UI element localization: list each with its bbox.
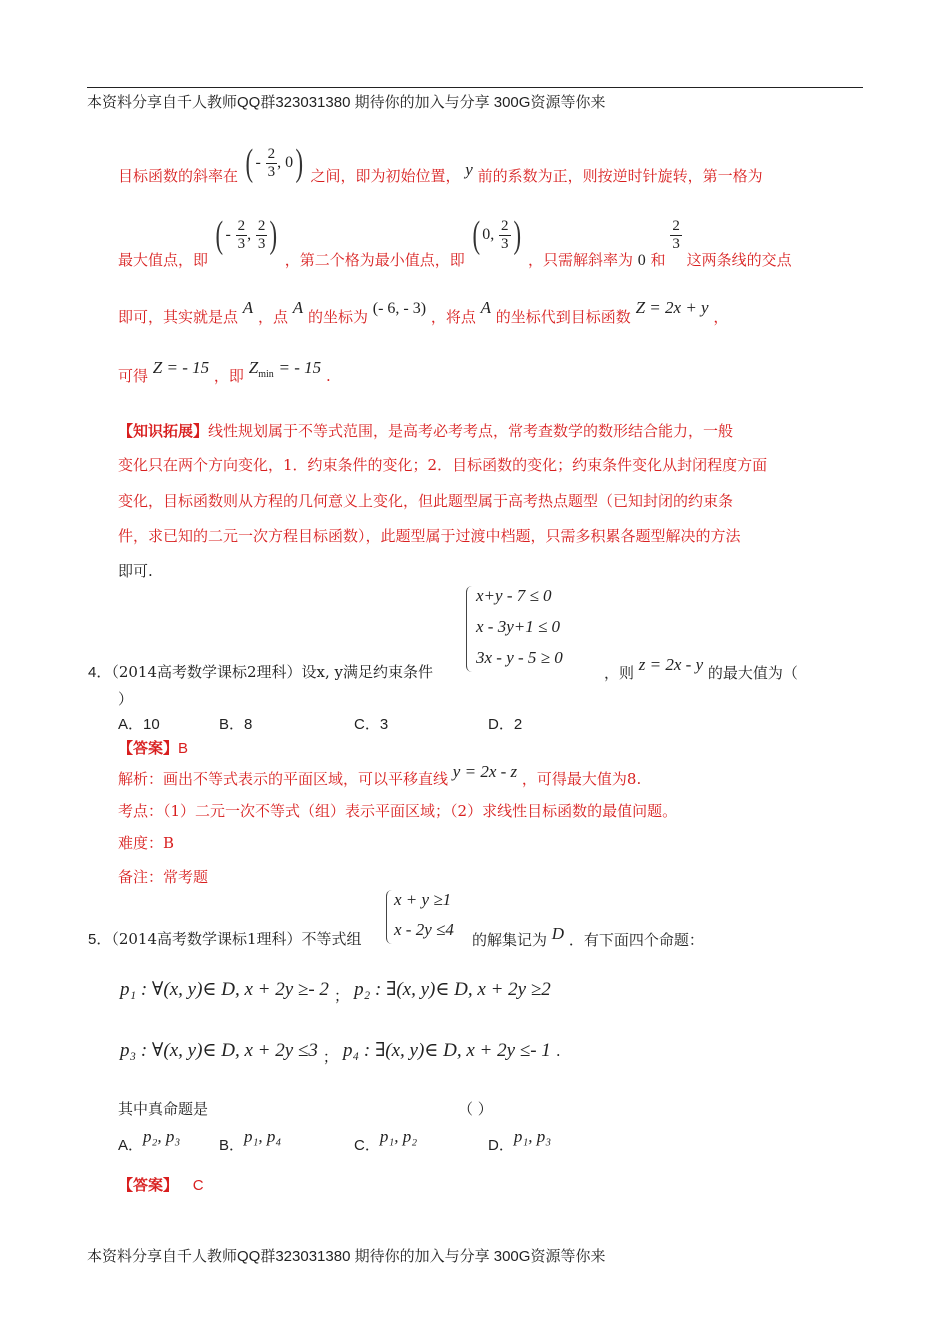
q4-option-d: D．2 xyxy=(488,716,523,733)
solution-text: 这两条线的交点 xyxy=(686,251,792,269)
q5-option-a: A．p₂, p₃ xyxy=(118,1127,181,1154)
solution-text: 的坐标代到目标函数 xyxy=(495,308,631,326)
solution-text: ，第二个格为最小值点，即 xyxy=(284,251,465,269)
solution-text: ，只需解斜率为 xyxy=(527,251,633,269)
q4-constraint-2: x - 3y+1 ≤ 0 xyxy=(476,617,561,636)
proposition-p1: p₁ : ∀(x, y)∈ D, x + 2y ≥- 2 xyxy=(120,979,329,1000)
knowledge-line-3: 变化，目标函数则从方程的几何意义上变化，但此题型属于高考热点题型（已知封闭的约束条 xyxy=(118,492,734,510)
q5-stem-tail: 的解集记为 D ．有下面四个命题： xyxy=(472,924,704,949)
q5-answer-label: 【答案】 xyxy=(118,1176,179,1194)
slope-range-1: ( - $\frac{2}{3}$ , 0) xyxy=(245,142,304,184)
q4-option-c: C．3 xyxy=(354,716,389,733)
solution-line-3 xyxy=(118,298,729,326)
solution-text: ，即 xyxy=(213,367,244,385)
slope-zero: 0 xyxy=(637,252,646,269)
solution-text: 目标函数的斜率在 xyxy=(118,167,239,185)
q4-stem: 4．（2014高考数学课标2理科）设x, y满足约束条件 xyxy=(88,663,434,681)
q4-analysis: 解析：画出不等式表示的平面区域，可以平移直线 y = 2x - z ，可得最大值为8. xyxy=(118,762,642,788)
proposition-p4: p₄ : ∃(x, y)∈ D, x + 2y ≤- 1 xyxy=(343,1040,551,1061)
knowledge-line-2: 变化只在两个方向变化，1．约束条件的变化；2．目标函数的变化；约束条件变化从封闭程度方面 xyxy=(118,456,768,474)
point-a: A xyxy=(480,298,492,317)
solution-text: . xyxy=(325,367,331,385)
solution-text: 即可，其实就是点 xyxy=(118,308,239,326)
point-a-coordinates: (- 6, - 3) xyxy=(372,300,427,317)
solution-line-1 xyxy=(118,140,763,190)
q5-answer xyxy=(118,1175,204,1196)
q4-stem-text: （2014高考数学课标2理科）设x, y满足约束条件 xyxy=(111,663,434,681)
point-a: A xyxy=(292,298,304,317)
q5-constraint-1: x + y ≥1 xyxy=(394,890,452,909)
q5-propositions-row-1: p₁ : ∀(x, y)∈ D, x + 2y ≥- 2 ； p₂ : ∃(x, y)∈ D, x + 2y ≥2 xyxy=(120,979,551,1005)
q4-constraint-3: 3x - y - 5 ≥ 0 xyxy=(476,648,563,667)
solution-text: 之间，即为初始位置， xyxy=(310,167,461,185)
q4-constraint-1: x+y - 7 ≤ 0 xyxy=(476,586,552,605)
q4-stem-close: ） xyxy=(118,690,134,708)
objective-function: Z = 2x + y xyxy=(635,298,709,317)
q5-answer-paren: （ ） xyxy=(458,1100,493,1118)
solution-text: 可得 xyxy=(118,367,149,385)
q5-set-d: D xyxy=(551,924,565,943)
q4-difficulty: 难度：B xyxy=(118,834,175,852)
z-min: Z xyxy=(248,358,259,377)
slope-range-2: ( - $\frac{2}{3}$ , $\frac{2}{3}$ ) xyxy=(215,214,278,256)
q5-question: 其中真命题是 xyxy=(118,1100,209,1118)
solution-text: ，点 xyxy=(257,308,288,326)
var-y: y xyxy=(465,160,473,179)
proposition-p2: p₂ : ∃(x, y)∈ D, x + 2y ≥2 xyxy=(354,979,551,1000)
q5-option-b: B．p₁, p₄ xyxy=(219,1127,282,1154)
q5-option-c: C．p₁, p₂ xyxy=(354,1127,418,1154)
q4-note: 备注：常考题 xyxy=(118,868,209,886)
q4-point: 考点：（1）二元一次不等式（组）表示平面区域；（2）求线性目标函数的最值问题。 xyxy=(118,802,678,820)
knowledge-line-5: 即可. xyxy=(118,562,153,580)
z-value: Z = - 15 xyxy=(152,358,210,377)
header-rule xyxy=(87,87,863,88)
q4-answer xyxy=(118,738,188,759)
solution-text: ，将点 xyxy=(430,308,476,326)
proposition-p3: p₃ : ∀(x, y)∈ D, x + 2y ≤3 xyxy=(120,1040,318,1061)
slope-two-thirds: $\frac{2}{3}$ xyxy=(672,217,680,252)
q5-propositions-row-2: p₃ : ∀(x, y)∈ D, x + 2y ≤3 ； p₄ : ∃(x, y)∈ D, x + 2y ≤- 1 . xyxy=(120,1040,561,1066)
q4-option-a: A．10 xyxy=(118,716,160,733)
knowledge-line-1: 【知识拓展】线性规划属于不等式范围，是高考必考考点，常考查数学的数形结合能力，一般 xyxy=(118,422,734,440)
point-a: A xyxy=(242,298,254,317)
solution-line-2 xyxy=(118,212,792,269)
solution-text: 最大值点，即 xyxy=(118,251,209,269)
q4-option-b: B．8 xyxy=(219,716,253,733)
page-footer: 本资料分享自千人教师QQ群323031380 期待你的加入与分享 300G资源等你来 xyxy=(87,1248,606,1265)
q4-line-equation: y = 2x - z xyxy=(452,762,518,781)
knowledge-label: 【知识拓展】 xyxy=(118,422,209,440)
q5-answer-value: C xyxy=(192,1177,204,1194)
knowledge-line-4: 件，求已知的二元一次方程目标函数），此题型属于过渡中档题，只需多积累各题型解决的方法 xyxy=(118,527,741,545)
q4-answer-label: 【答案】 xyxy=(118,739,179,757)
q4-answer-value: B xyxy=(178,740,189,757)
solution-text: 和 xyxy=(650,251,666,269)
solution-line-4: 可得 Z = - 15 ，即 $Z_{min}$ = - 15 . xyxy=(118,358,331,385)
z-min-value: = - 15 xyxy=(278,358,322,377)
page-header: 本资料分享自千人教师QQ群323031380 期待你的加入与分享 300G资源等你来 xyxy=(87,94,606,111)
q5-constraint-brace xyxy=(386,890,393,944)
q4-objective: z = 2x - y xyxy=(638,655,704,674)
solution-text: ， xyxy=(713,308,729,326)
solution-text: 前的系数为正，则按逆时针旋转，第一格为 xyxy=(477,167,763,185)
q4-stem-tail: ，则 z = 2x - y 的最大值为（ xyxy=(604,655,798,682)
q5-option-d: D．p₁, p₃ xyxy=(488,1127,552,1154)
q4-constraint-brace xyxy=(466,586,473,672)
q5-constraint-2: x - 2y ≤4 xyxy=(394,920,454,939)
solution-text: 的坐标为 xyxy=(307,308,368,326)
q5-stem: 5．（2014高考数学课标1理科）不等式组 xyxy=(88,930,362,948)
slope-range-3: ( 0, $\frac{2}{3}$ ) xyxy=(472,214,521,256)
